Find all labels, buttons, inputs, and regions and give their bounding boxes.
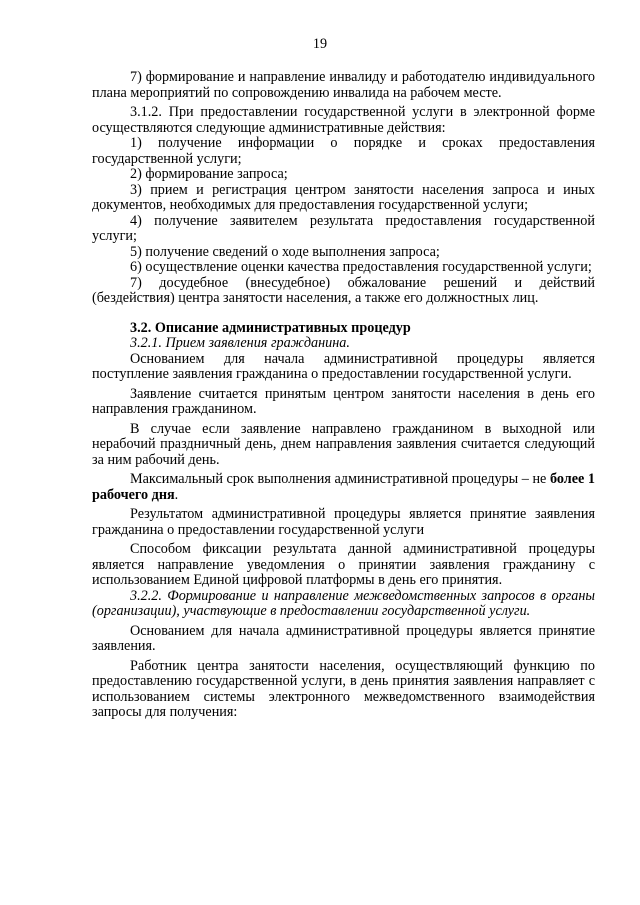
paragraph: 7) формирование и направление инвалиду и работодателю индивидуального плана мероприятий по сопровождению инвалида на рабочем месте. <box>92 69 595 101</box>
list-item: 3) прием и регистрация центром занятости населения запроса и иных документов, необходимых для предоставления государственной услуги; <box>92 181 595 213</box>
paragraph: В случае если заявление направлено гражданином в выходной или нерабочий праздничный день, днем направления заявления считается следующий за ним рабочий день. <box>92 420 595 468</box>
list-item: 7) досудебное (внесудебное) обжалование решений и действий (бездействия) центра занятости населения, а также его должностных лиц. <box>92 274 595 306</box>
paragraph: Заявление считается принятым центром занятости населения в день его направления гражданином. <box>92 385 595 417</box>
document-body <box>92 70 595 721</box>
list-item: 4) получение заявителем результата предоставления государственной услуги; <box>92 212 595 244</box>
paragraph: Основанием для начала административной процедуры является поступление заявления гражданина о предоставлении государственной услуги. <box>92 350 595 382</box>
paragraph: Основанием для начала административной процедуры является принятие заявления. <box>92 622 595 654</box>
section-heading: 3.2. Описание административных процедур <box>130 319 411 336</box>
paragraph-text: . <box>174 486 179 503</box>
paragraph <box>92 472 595 503</box>
subsection-heading: 3.2.2. Формирование и направление межведомственных запросов в органы (организации), участвующие в предоставлении государственной услуги. <box>92 587 595 619</box>
paragraph: Результатом административной процедуры является принятие заявления гражданина о предоставлении государственной услуги <box>92 506 595 538</box>
section-gap <box>92 307 595 321</box>
page-number: 19 <box>312 36 328 52</box>
paragraph-text: Максимальный срок выполнения административной процедуры – не <box>130 471 550 487</box>
list-item: 5) получение сведений о ходе выполнения запроса; <box>130 243 440 260</box>
paragraph: Способом фиксации результата данной административной процедуры является направление уведомления о принятии заявления гражданину с использованием Единой цифровой платформы в день его принятия. <box>92 541 595 588</box>
subsection-heading: 3.2.1. Прием заявления гражданина. <box>130 335 350 351</box>
paragraph: 3.1.2. При предоставлении государственной услуги в электронной форме осуществляются следующие административные действия: <box>92 104 595 136</box>
list-item: 2) формирование запроса; <box>130 166 288 182</box>
paragraph: Работник центра занятости населения, осуществляющий функцию по предоставлению государственной услуги, в день принятия заявления направляет с использованием системы электронного межведомственного взаимодействия запросы для получения: <box>92 657 595 720</box>
bold-deadline: более 1 рабочего дня <box>92 471 595 503</box>
list-item: 6) осуществление оценки качества предоставления государственной услуги; <box>130 259 592 275</box>
list-item: 1) получение информации о порядке и сроках предоставления государственной услуги; <box>92 135 595 167</box>
